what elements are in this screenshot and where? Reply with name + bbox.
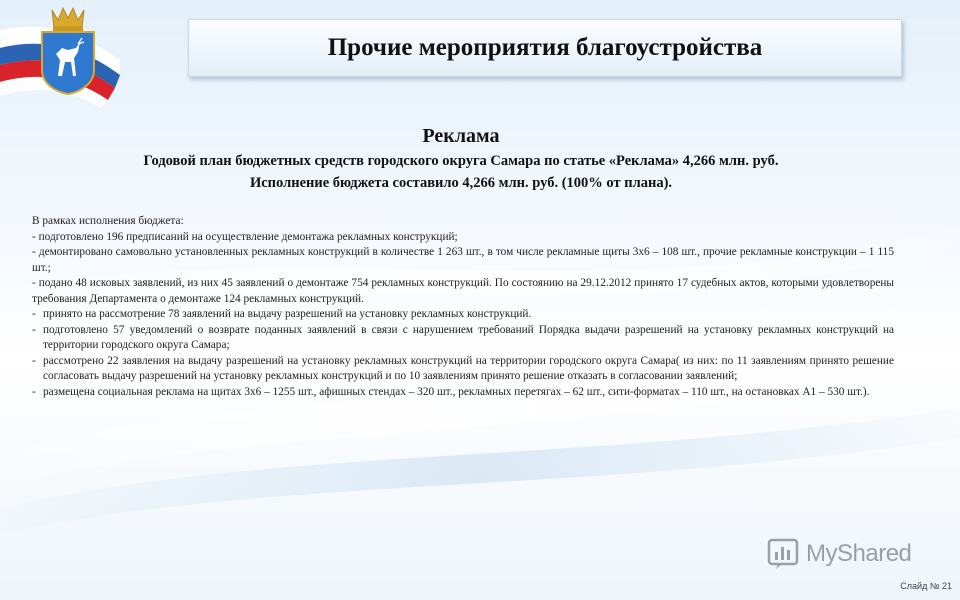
watermark-text: MyShared [806, 540, 912, 567]
body-text [32, 214, 894, 400]
myshared-logo-icon [766, 537, 800, 571]
list-item: - подготовлено 57 уведомлений о возврате поданных заявлений в связи с нарушением требований Порядка выдачи разрешений на установку рекламных конструкций на территории городского округа Самара; [32, 323, 894, 351]
slide-title: Прочие мероприятия благоустройства [327, 34, 763, 61]
samara-coat-of-arms-icon [38, 4, 98, 96]
russian-flag-ribbon [0, 0, 200, 120]
list-item: - принято на рассмотрение 78 заявлений на выдачу разрешений на установку рекламных конструкций. [32, 308, 532, 320]
list-item: - демонтировано самовольно установленных рекламных конструкций в количестве 1 263 шт., в том числе рекламные щиты 3х6 – 108 шт., прочие рекламные конструкции – 1 115 шт.; [32, 246, 894, 274]
list-item: - подано 48 исковых заявлений, из них 45 заявлений о демонтаже 754 рекламных конструкций. По состоянию на 29.12.2012 принято 17 судебных актов, которыми удовлетворены требования Департамента о демонтаже 124 рекламных конструкций. [32, 277, 894, 305]
myshared-watermark[interactable] [766, 536, 936, 572]
section-heading: Реклама [422, 125, 500, 147]
budget-plan-text: Годовой план бюджетных средств городского округа Самара по статье «Реклама» 4,266 млн. руб. [143, 153, 779, 169]
list-item: - размещена социальная реклама на щитах 3х6 – 1255 шт., афишных стендах – 320 шт., рекламных перетягах – 62 шт., сити-форматах – 110 шт., на остановках А1 – 530 шт.). [32, 385, 870, 398]
intro-line: В рамках исполнения бюджета: [32, 215, 184, 227]
list-item: - подготовлено 196 предписаний на осуществление демонтажа рекламных конструкций; [32, 230, 458, 243]
budget-execution-text: Исполнение бюджета составило 4,266 млн. руб. (100% от плана). [249, 175, 673, 191]
list-item: - рассмотрено 22 заявления на выдачу разрешений на установку рекламных конструкций на территории городского округа Самара( из них: по 11 заявлениям принято решение согласовать выдачу разрешений на установку рекламных конструкций и по 10 заявлениям принято решение отказать в согласовании заявлений; [32, 354, 894, 382]
slide-number: Слайд № 21 [900, 581, 952, 591]
title-banner [188, 19, 902, 77]
